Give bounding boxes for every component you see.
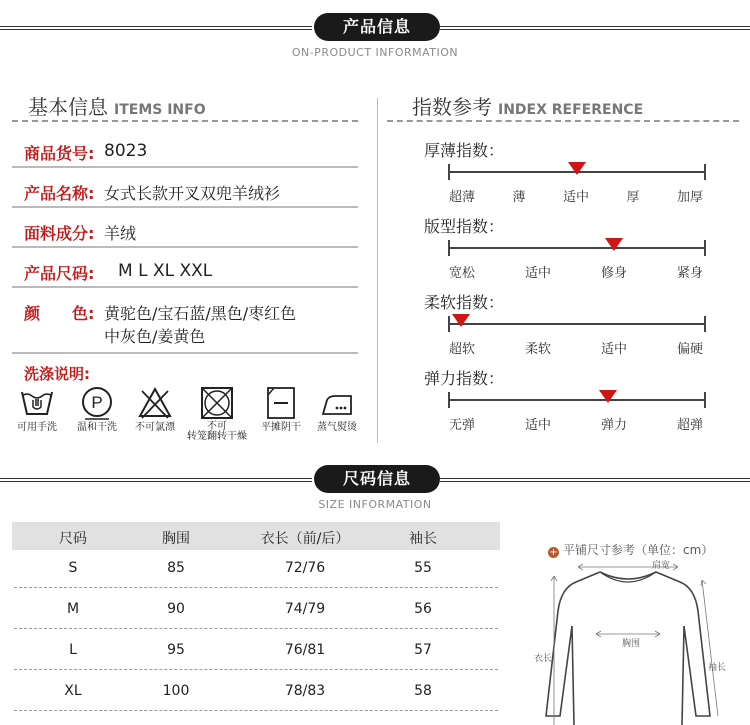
diagram-sleeve-label: 袖长	[708, 663, 727, 673]
dry-flat-icon	[263, 386, 299, 420]
info-value: 8023	[104, 141, 148, 161]
wash-label: 可用手洗	[17, 422, 57, 433]
table-cell: XL	[64, 683, 82, 699]
info-key: 面料成分:	[24, 224, 95, 243]
index-ref-title-en: INDEX REFERENCE	[498, 102, 644, 118]
index-ref-title	[412, 91, 643, 120]
wash-label: 蒸气熨烫	[317, 422, 357, 433]
index-ref-dash	[387, 120, 739, 122]
basic-info-title-cn: 基本信息	[28, 95, 108, 119]
index-scale-bar	[448, 242, 706, 254]
table-cell: 74/79	[284, 601, 326, 617]
table-cell: 78/83	[284, 683, 326, 699]
index-scale-tick: 超软	[448, 342, 476, 357]
banner-subtitle: ON-PRODUCT INFORMATION	[291, 46, 459, 59]
index-scale-bar	[448, 394, 706, 406]
basic-info-dash	[12, 120, 358, 122]
table-cell: M	[66, 601, 80, 617]
table-row-divider	[14, 628, 498, 629]
index-ref-title-cn: 指数参考	[412, 95, 492, 119]
basic-info-title-en: ITEMS INFO	[114, 102, 206, 118]
banner-rule-right	[440, 478, 750, 482]
info-row-sizes	[12, 248, 358, 288]
wash-item-no-tumble	[182, 386, 252, 442]
info-value-line2: 中灰色/姜黄色	[104, 327, 206, 346]
wash-item-steam-iron	[302, 386, 372, 433]
index-scale-tick: 厚	[626, 190, 640, 205]
index-scale-label: 版型指数：	[424, 217, 505, 236]
table-cell: S	[68, 560, 78, 576]
wash-label: 不可氯漂	[135, 422, 175, 433]
banner-rule-right	[440, 26, 750, 30]
info-row-colors	[12, 288, 358, 354]
index-scale-tick: 薄	[512, 190, 526, 205]
table-cell: 58	[414, 683, 432, 699]
index-scale-marker	[452, 314, 470, 327]
table-row-divider	[14, 710, 498, 711]
info-key: 产品名称:	[24, 184, 95, 203]
table-cell: 72/76	[284, 560, 326, 576]
index-scale-tick: 修身	[600, 266, 628, 281]
index-scale-tick: 适中	[524, 266, 552, 281]
info-key: 颜 色:	[24, 304, 95, 323]
wash-label: 温和干洗	[77, 422, 117, 433]
wash-label: 不可	[207, 421, 227, 432]
index-scale-tick: 弹力	[600, 418, 628, 433]
info-row-fabric	[12, 208, 358, 248]
table-header-cell: 袖长	[409, 531, 437, 547]
column-divider	[377, 98, 378, 443]
index-scale-tick: 柔软	[524, 342, 552, 357]
table-row-divider	[14, 669, 498, 670]
basic-info-title	[28, 91, 206, 120]
table-row-divider	[14, 587, 498, 588]
index-scale-tick: 超薄	[448, 190, 476, 205]
hand-wash-icon	[19, 386, 55, 420]
index-scale-bar	[448, 318, 706, 330]
info-key: 产品尺码:	[24, 264, 95, 283]
svg-text:P: P	[91, 393, 103, 412]
table-cell: 56	[414, 601, 432, 617]
banner-rule-left	[0, 26, 312, 30]
product-info-banner	[0, 0, 750, 60]
banner-title: 尺码信息	[314, 465, 440, 493]
index-scale-label: 厚薄指数：	[424, 141, 505, 160]
table-cell: 100	[162, 683, 190, 699]
index-scale-tick: 无弹	[448, 418, 476, 433]
table-cell: 95	[167, 642, 185, 658]
diagram-length-label: 衣长	[534, 654, 553, 664]
table-cell: 76/81	[284, 642, 326, 658]
size-info-banner	[0, 452, 750, 512]
index-scale-tick: 加厚	[676, 190, 704, 205]
table-header-cell: 尺码	[59, 531, 87, 547]
wash-item-no-bleach	[120, 386, 190, 433]
index-scale-marker	[568, 162, 586, 175]
info-row-product-name	[12, 168, 358, 208]
index-scale-bar	[448, 166, 706, 178]
table-cell: 85	[167, 560, 185, 576]
table-header-cell: 衣长（前/后）	[260, 531, 350, 547]
index-scale-tick: 超弹	[676, 418, 704, 433]
banner-title: 产品信息	[314, 13, 440, 41]
index-scale-label: 柔软指数：	[424, 293, 505, 312]
index-scale-tick: 偏硬	[676, 342, 704, 357]
info-value: 女式长款开叉双兜羊绒衫	[104, 184, 281, 203]
banner-subtitle: SIZE INFORMATION	[318, 498, 432, 511]
plus-icon: +	[549, 547, 558, 558]
no-tumble-dry-icon	[199, 386, 235, 420]
table-cell: 55	[414, 560, 432, 576]
info-value: 黄驼色/宝石蓝/黑色/枣红色	[104, 304, 297, 323]
wash-title: 洗涤说明:	[24, 365, 90, 383]
banner-rule-left	[0, 478, 312, 482]
table-cell: 90	[167, 601, 185, 617]
info-value: 羊绒	[104, 224, 137, 243]
steam-iron-icon	[319, 386, 355, 420]
info-row-item-no	[12, 128, 358, 168]
index-scale-tick: 适中	[524, 418, 552, 433]
wash-label: 平摊阴干	[261, 422, 301, 433]
index-scale-tick: 适中	[600, 342, 628, 357]
wash-label-line2: 转笼翻转干燥	[187, 431, 247, 442]
dry-clean-p-icon	[79, 386, 115, 420]
table-header-cell: 胸围	[162, 531, 190, 547]
index-scale-tick: 紧身	[676, 266, 704, 281]
index-scale-tick: 适中	[562, 190, 590, 205]
diagram-title-text: 平铺尺寸参考（单位：cm）	[563, 543, 714, 557]
index-scale-tick: 宽松	[448, 266, 476, 281]
index-scale-marker	[599, 390, 617, 403]
index-scale-label: 弹力指数：	[424, 369, 505, 388]
no-bleach-icon	[137, 386, 173, 420]
info-value: M L XL XXL	[118, 261, 213, 281]
index-scale-marker	[605, 238, 623, 251]
diagram-chest-label: 胸围	[622, 639, 641, 649]
table-cell: 57	[414, 642, 432, 658]
info-key: 商品货号:	[24, 144, 95, 163]
table-cell: L	[69, 642, 77, 658]
diagram-shoulder-label: 肩宽	[652, 561, 671, 571]
